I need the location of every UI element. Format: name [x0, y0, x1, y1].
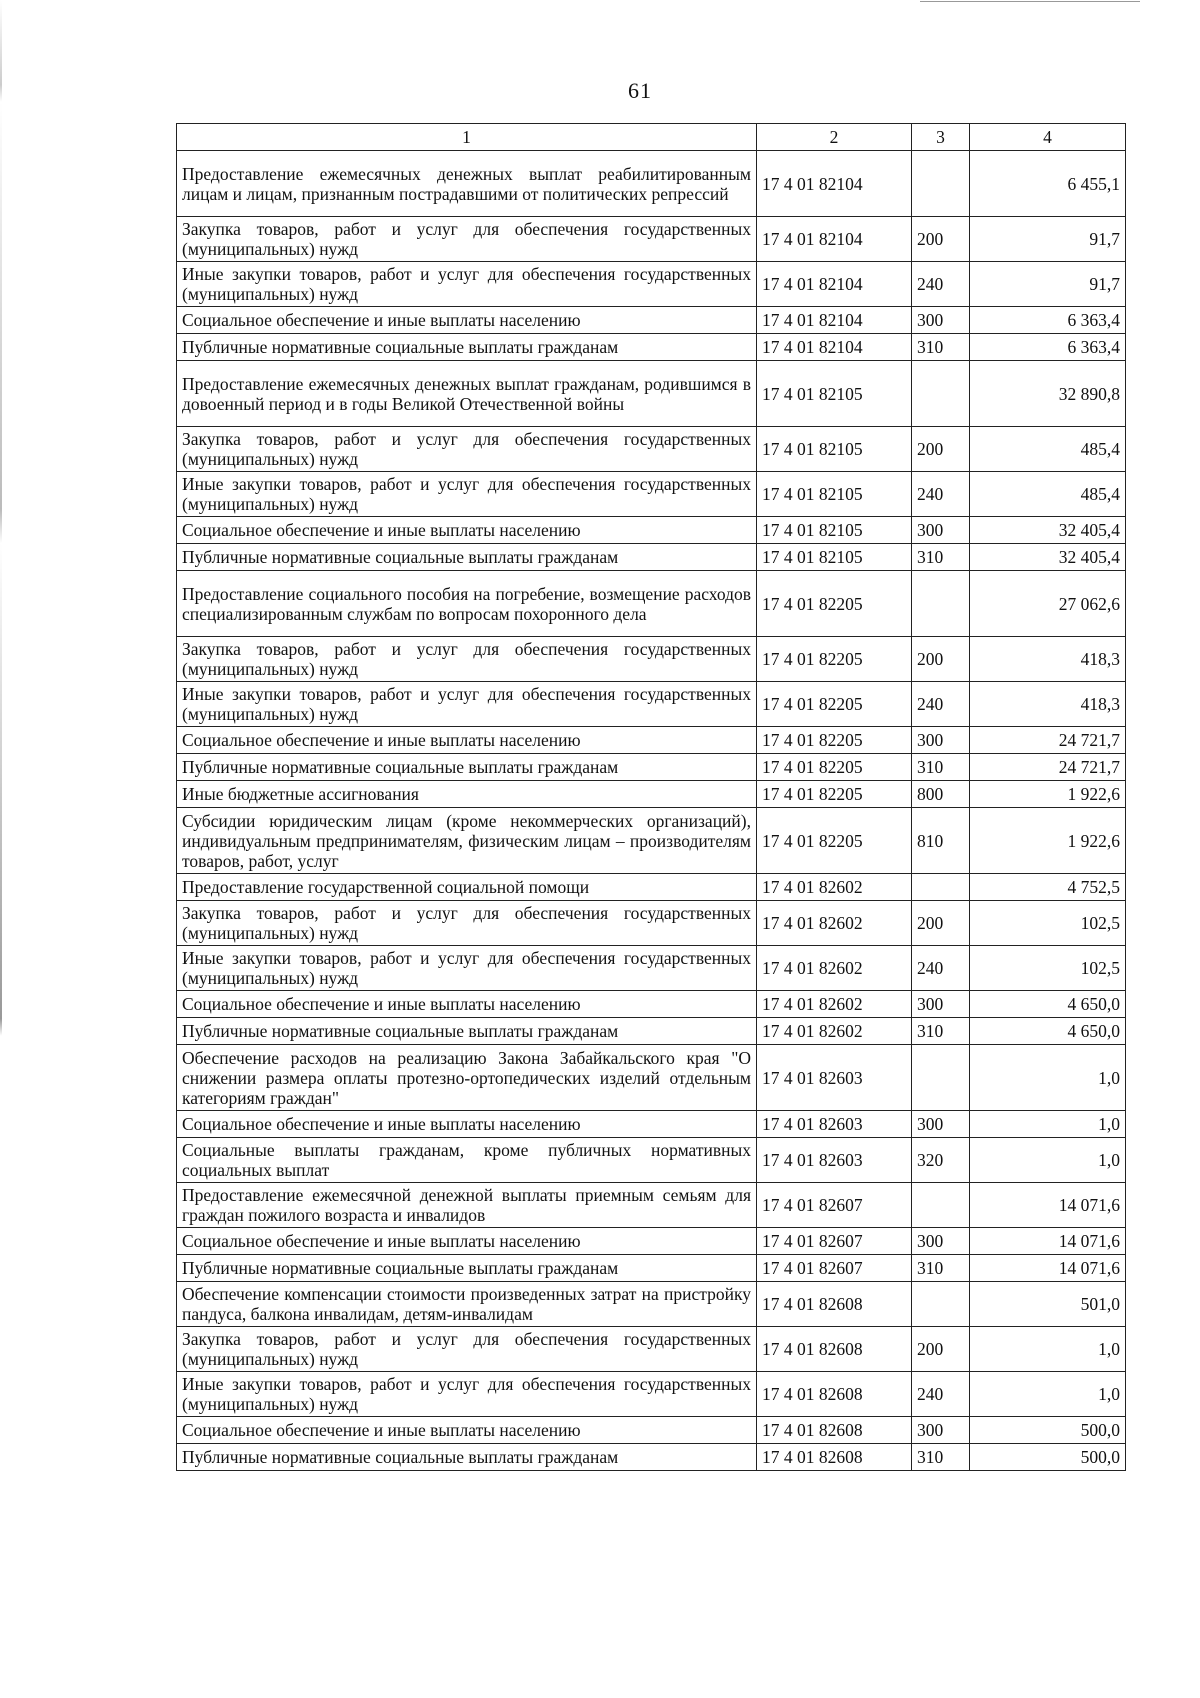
- row-name-cell: Иные бюджетные ассигнования: [177, 781, 757, 808]
- row-sum-cell: 91,7: [970, 217, 1126, 262]
- scan-edge-left: [0, 0, 2, 1698]
- table-row: [177, 1282, 1126, 1327]
- row-code-cell: 17 4 01 82104: [757, 262, 912, 307]
- row-sum-cell: 1,0: [970, 1111, 1126, 1138]
- header-cell: 3: [912, 124, 970, 151]
- table-row: [177, 151, 1126, 217]
- row-code-cell: 17 4 01 82205: [757, 682, 912, 727]
- row-type-cell: 240: [912, 262, 970, 307]
- table-row: [177, 361, 1126, 427]
- table-row: [177, 1183, 1126, 1228]
- row-name-cell: Социальное обеспечение и иные выплаты населению: [177, 517, 757, 544]
- row-type-cell: 300: [912, 307, 970, 334]
- row-name-cell: Закупка товаров, работ и услуг для обеспечения государственных (муниципальных) нужд: [177, 1327, 757, 1372]
- table-row: [177, 262, 1126, 307]
- row-sum-cell: 14 071,6: [970, 1255, 1126, 1282]
- row-code-cell: 17 4 01 82205: [757, 781, 912, 808]
- row-name-cell: Предоставление ежемесячных денежных выплат реабилитированным лицам и лицам, признанным пострадавшими от политических репрессий: [177, 151, 757, 217]
- row-name-cell: Предоставление социального пособия на погребение, возмещение расходов специализированным службам по вопросам похоронного дела: [177, 571, 757, 637]
- row-type-cell: 200: [912, 427, 970, 472]
- row-code-cell: 17 4 01 82608: [757, 1417, 912, 1444]
- row-code-cell: 17 4 01 82105: [757, 517, 912, 544]
- row-name-cell: Предоставление ежемесячной денежной выплаты приемным семьям для граждан пожилого возраста и инвалидов: [177, 1183, 757, 1228]
- table-row: [177, 571, 1126, 637]
- row-code-cell: 17 4 01 82603: [757, 1111, 912, 1138]
- row-sum-cell: 6 455,1: [970, 151, 1126, 217]
- row-code-cell: 17 4 01 82603: [757, 1138, 912, 1183]
- row-sum-cell: 1,0: [970, 1138, 1126, 1183]
- row-code-cell: 17 4 01 82205: [757, 808, 912, 874]
- row-type-cell: 200: [912, 637, 970, 682]
- row-sum-cell: 501,0: [970, 1282, 1126, 1327]
- table-row: [177, 727, 1126, 754]
- table-row: [177, 1228, 1126, 1255]
- row-name-cell: Иные закупки товаров, работ и услуг для обеспечения государственных (муниципальных) нужд: [177, 946, 757, 991]
- table-row: [177, 472, 1126, 517]
- row-name-cell: Социальное обеспечение и иные выплаты населению: [177, 307, 757, 334]
- table-row: [177, 946, 1126, 991]
- row-name-cell: Социальное обеспечение и иные выплаты населению: [177, 1417, 757, 1444]
- row-name-cell: Публичные нормативные социальные выплаты гражданам: [177, 754, 757, 781]
- row-sum-cell: 6 363,4: [970, 307, 1126, 334]
- row-code-cell: 17 4 01 82205: [757, 727, 912, 754]
- row-code-cell: 17 4 01 82608: [757, 1444, 912, 1471]
- table-row: [177, 682, 1126, 727]
- row-type-cell: 240: [912, 682, 970, 727]
- row-name-cell: Социальное обеспечение и иные выплаты населению: [177, 991, 757, 1018]
- header-cell: 2: [757, 124, 912, 151]
- row-name-cell: Публичные нормативные социальные выплаты гражданам: [177, 334, 757, 361]
- row-sum-cell: 500,0: [970, 1417, 1126, 1444]
- row-type-cell: 810: [912, 808, 970, 874]
- row-code-cell: 17 4 01 82104: [757, 307, 912, 334]
- row-type-cell: 240: [912, 1372, 970, 1417]
- table-row: [177, 1372, 1126, 1417]
- table-row: [177, 1255, 1126, 1282]
- row-code-cell: 17 4 01 82105: [757, 361, 912, 427]
- row-name-cell: Иные закупки товаров, работ и услуг для обеспечения государственных (муниципальных) нужд: [177, 1372, 757, 1417]
- table-row: [177, 1417, 1126, 1444]
- row-name-cell: Субсидии юридическим лицам (кроме некоммерческих организаций), индивидуальным предпринимателям, физическим лицам – производителям товаров, работ, услуг: [177, 808, 757, 874]
- row-sum-cell: 4 752,5: [970, 874, 1126, 901]
- row-sum-cell: 32 890,8: [970, 361, 1126, 427]
- row-code-cell: 17 4 01 82607: [757, 1255, 912, 1282]
- budget-table-body: [177, 124, 1126, 1471]
- table-row: [177, 874, 1126, 901]
- row-code-cell: 17 4 01 82105: [757, 544, 912, 571]
- row-name-cell: Иные закупки товаров, работ и услуг для обеспечения государственных (муниципальных) нужд: [177, 472, 757, 517]
- row-type-cell: 310: [912, 754, 970, 781]
- table-header-row: [177, 124, 1126, 151]
- row-name-cell: Социальные выплаты гражданам, кроме публичных нормативных социальных выплат: [177, 1138, 757, 1183]
- table-row: [177, 334, 1126, 361]
- row-type-cell: [912, 1045, 970, 1111]
- row-sum-cell: 32 405,4: [970, 517, 1126, 544]
- row-code-cell: 17 4 01 82104: [757, 334, 912, 361]
- row-name-cell: Закупка товаров, работ и услуг для обеспечения государственных (муниципальных) нужд: [177, 637, 757, 682]
- row-sum-cell: 4 650,0: [970, 1018, 1126, 1045]
- row-sum-cell: 24 721,7: [970, 727, 1126, 754]
- row-type-cell: 300: [912, 1111, 970, 1138]
- row-type-cell: 300: [912, 727, 970, 754]
- table-row: [177, 1138, 1126, 1183]
- row-type-cell: 200: [912, 1327, 970, 1372]
- row-name-cell: Социальное обеспечение и иные выплаты населению: [177, 1228, 757, 1255]
- row-sum-cell: 485,4: [970, 427, 1126, 472]
- row-type-cell: 300: [912, 1228, 970, 1255]
- table-row: [177, 1327, 1126, 1372]
- row-name-cell: Закупка товаров, работ и услуг для обеспечения государственных (муниципальных) нужд: [177, 901, 757, 946]
- table-row: [177, 781, 1126, 808]
- row-type-cell: 310: [912, 544, 970, 571]
- row-name-cell: Публичные нормативные социальные выплаты гражданам: [177, 1444, 757, 1471]
- row-type-cell: [912, 571, 970, 637]
- row-type-cell: [912, 874, 970, 901]
- row-sum-cell: 14 071,6: [970, 1183, 1126, 1228]
- row-code-cell: 17 4 01 82602: [757, 946, 912, 991]
- row-sum-cell: 1,0: [970, 1045, 1126, 1111]
- row-code-cell: 17 4 01 82603: [757, 1045, 912, 1111]
- row-code-cell: 17 4 01 82602: [757, 1018, 912, 1045]
- row-sum-cell: 1 922,6: [970, 808, 1126, 874]
- table-row: [177, 544, 1126, 571]
- table-row: [177, 427, 1126, 472]
- row-code-cell: 17 4 01 82205: [757, 637, 912, 682]
- row-name-cell: Обеспечение компенсации стоимости произведенных затрат на пристройку пандуса, балкона инвалидам, детям-инвалидам: [177, 1282, 757, 1327]
- row-code-cell: 17 4 01 82602: [757, 991, 912, 1018]
- row-type-cell: 300: [912, 991, 970, 1018]
- table-row: [177, 991, 1126, 1018]
- row-sum-cell: 1,0: [970, 1327, 1126, 1372]
- row-sum-cell: 6 363,4: [970, 334, 1126, 361]
- table-row: [177, 1444, 1126, 1471]
- table-row: [177, 901, 1126, 946]
- row-sum-cell: 32 405,4: [970, 544, 1126, 571]
- row-type-cell: 300: [912, 1417, 970, 1444]
- row-name-cell: Предоставление ежемесячных денежных выплат гражданам, родившимся в довоенный период и в годы Великой Отечественной войны: [177, 361, 757, 427]
- row-type-cell: 310: [912, 1255, 970, 1282]
- row-code-cell: 17 4 01 82104: [757, 217, 912, 262]
- row-name-cell: Обеспечение расходов на реализацию Закона Забайкальского края "О снижении размера оплаты протезно-ортопедических изделий отдельным категориям граждан": [177, 1045, 757, 1111]
- row-sum-cell: 485,4: [970, 472, 1126, 517]
- row-sum-cell: 418,3: [970, 682, 1126, 727]
- page-number: 61: [628, 78, 652, 103]
- row-name-cell: Иные закупки товаров, работ и услуг для обеспечения государственных (муниципальных) нужд: [177, 682, 757, 727]
- row-code-cell: 17 4 01 82205: [757, 754, 912, 781]
- row-sum-cell: 24 721,7: [970, 754, 1126, 781]
- row-code-cell: 17 4 01 82602: [757, 901, 912, 946]
- table-row: [177, 307, 1126, 334]
- row-name-cell: Публичные нормативные социальные выплаты гражданам: [177, 1255, 757, 1282]
- row-sum-cell: 91,7: [970, 262, 1126, 307]
- row-type-cell: 310: [912, 1018, 970, 1045]
- row-type-cell: 310: [912, 1444, 970, 1471]
- table-row: [177, 754, 1126, 781]
- row-code-cell: 17 4 01 82602: [757, 874, 912, 901]
- row-sum-cell: 418,3: [970, 637, 1126, 682]
- row-name-cell: Закупка товаров, работ и услуг для обеспечения государственных (муниципальных) нужд: [177, 217, 757, 262]
- row-type-cell: 300: [912, 517, 970, 544]
- row-name-cell: Публичные нормативные социальные выплаты гражданам: [177, 544, 757, 571]
- row-type-cell: 800: [912, 781, 970, 808]
- scan-edge-top: [920, 1, 1140, 2]
- header-cell: 4: [970, 124, 1126, 151]
- row-name-cell: Закупка товаров, работ и услуг для обеспечения государственных (муниципальных) нужд: [177, 427, 757, 472]
- row-name-cell: Публичные нормативные социальные выплаты гражданам: [177, 1018, 757, 1045]
- row-sum-cell: 4 650,0: [970, 991, 1126, 1018]
- row-name-cell: Предоставление государственной социальной помощи: [177, 874, 757, 901]
- table-row: [177, 1111, 1126, 1138]
- row-sum-cell: 102,5: [970, 901, 1126, 946]
- header-cell: 1: [177, 124, 757, 151]
- row-sum-cell: 14 071,6: [970, 1228, 1126, 1255]
- row-type-cell: 240: [912, 946, 970, 991]
- table-row: [177, 217, 1126, 262]
- row-code-cell: 17 4 01 82205: [757, 571, 912, 637]
- row-code-cell: 17 4 01 82607: [757, 1183, 912, 1228]
- row-type-cell: 310: [912, 334, 970, 361]
- row-name-cell: Социальное обеспечение и иные выплаты населению: [177, 727, 757, 754]
- table-row: [177, 517, 1126, 544]
- row-code-cell: 17 4 01 82608: [757, 1372, 912, 1417]
- row-sum-cell: 27 062,6: [970, 571, 1126, 637]
- table-row: [177, 1018, 1126, 1045]
- row-type-cell: [912, 361, 970, 427]
- budget-table: [176, 123, 1126, 1471]
- row-code-cell: 17 4 01 82607: [757, 1228, 912, 1255]
- row-type-cell: [912, 151, 970, 217]
- row-code-cell: 17 4 01 82608: [757, 1282, 912, 1327]
- row-sum-cell: 1,0: [970, 1372, 1126, 1417]
- row-name-cell: Иные закупки товаров, работ и услуг для обеспечения государственных (муниципальных) нужд: [177, 262, 757, 307]
- table-row: [177, 1045, 1126, 1111]
- row-code-cell: 17 4 01 82105: [757, 427, 912, 472]
- row-sum-cell: 500,0: [970, 1444, 1126, 1471]
- row-type-cell: [912, 1282, 970, 1327]
- row-type-cell: 200: [912, 901, 970, 946]
- row-code-cell: 17 4 01 82608: [757, 1327, 912, 1372]
- table-row: [177, 637, 1126, 682]
- row-type-cell: 320: [912, 1138, 970, 1183]
- row-type-cell: 200: [912, 217, 970, 262]
- row-type-cell: 240: [912, 472, 970, 517]
- row-type-cell: [912, 1183, 970, 1228]
- row-code-cell: 17 4 01 82105: [757, 472, 912, 517]
- row-name-cell: Социальное обеспечение и иные выплаты населению: [177, 1111, 757, 1138]
- row-code-cell: 17 4 01 82104: [757, 151, 912, 217]
- table-row: [177, 808, 1126, 874]
- row-sum-cell: 102,5: [970, 946, 1126, 991]
- row-sum-cell: 1 922,6: [970, 781, 1126, 808]
